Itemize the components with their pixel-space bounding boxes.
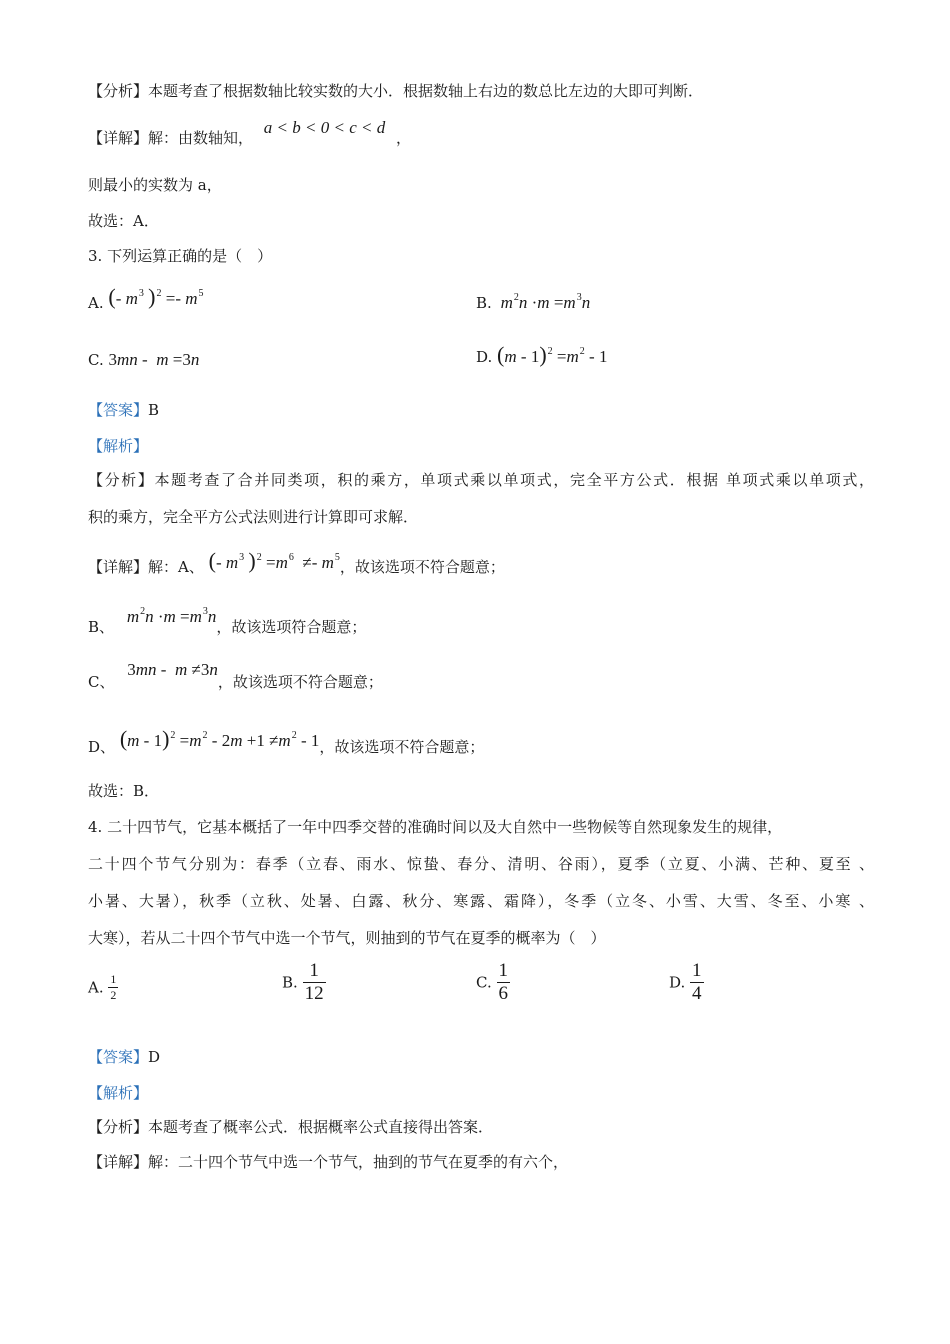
option-label: D. <box>669 973 686 992</box>
detail-a-prefix: 【详解】解：A、 <box>88 558 204 576</box>
detail-prefix: 【详解】解：由数轴知， <box>88 129 254 147</box>
q4-option-a-fraction <box>108 972 118 1003</box>
option-label: C. <box>88 351 104 369</box>
q4-option-d <box>669 960 704 1005</box>
q4-stem-l3: 小暑、大暑），秋季（立秋、处暑、白露、秋分、寒露、霜降），冬季（立冬、小雪、大雪、冬至、小寒 、 <box>88 892 874 910</box>
fraction-numerator: 1 <box>498 960 508 981</box>
q3-stem: 3. 下列运算正确的是（ ） <box>88 247 273 265</box>
q3-choose: 故选：B． <box>88 782 160 800</box>
q3-option-a-formula: (- $m^3$ )$^2 =- m^5$ <box>108 284 204 309</box>
detail-b-suffix: ，故该选项符合题意； <box>216 618 367 636</box>
detail-suffix: ， <box>396 129 412 147</box>
q4-analysis: 【分析】本题考查了概率公式．根据概率公式直接得出答案． <box>88 1118 494 1136</box>
q3-option-d-formula: $(m - 1)^2 =m^2 - 1$ <box>497 342 608 367</box>
option-label: A. <box>88 294 104 312</box>
q3-option-b-formula: $m^2n \cdot m =m^3n$ <box>500 292 591 312</box>
answer-tag: 【答案】 <box>88 401 149 419</box>
option-label: B. <box>282 973 298 992</box>
fraction-denominator: 6 <box>498 983 508 1004</box>
detail-c-prefix: C、 <box>88 673 115 691</box>
analysis-text: 【分析】本题考查了根据数轴比较实数的大小．根据数轴上右边的数总比左边的大即可判断． <box>88 82 704 100</box>
detail-a-formula: (- $m^3$ )$^2 =m^6 \ne- m^5$ <box>208 548 340 573</box>
q4-stem-l4: 大寒），若从二十四个节气中选一个节气，则抽到的节气在夏季的概率为（ ） <box>88 929 606 947</box>
q4-stem-l2: 二十四个节气分别为：春季（立春、雨水、惊蛰、春分、清明、谷雨），夏季（立夏、小满、芒种、夏至 、 <box>88 855 874 873</box>
fraction-denominator: 12 <box>304 983 324 1004</box>
choose-text: 故选：A． <box>88 212 159 230</box>
option-label: B. <box>476 294 492 312</box>
answer-value: D <box>148 1048 161 1066</box>
detail-b-formula: $m^2n \cdot m =m^3n$ <box>126 606 217 626</box>
q3-detail-c <box>88 660 383 692</box>
q3-answer <box>88 400 159 420</box>
fraction-denominator: 4 <box>692 983 702 1004</box>
q4-option-b-fraction <box>303 960 326 1005</box>
option-label: A. <box>88 978 104 997</box>
detail-d-prefix: D、 <box>88 738 116 756</box>
detail-d-formula: $(m - 1)^2 =m^2 - 2m +1 \ne m^2 - 1$ <box>119 726 320 751</box>
q4-stem-l1: 4. 二十四节气，它基本概括了一年中四季交替的准确时间以及大自然中一些物候等自然现象发生的规律， <box>88 818 783 836</box>
q4-detail: 【详解】解：二十四个节气中选一个节气，抽到的节气在夏季的有六个， <box>88 1153 569 1171</box>
q3-option-d <box>476 342 607 368</box>
q3-detail-d <box>88 726 485 757</box>
fraction-denominator: 2 <box>110 988 117 1002</box>
q3-option-c <box>88 350 199 370</box>
smallest-text: 则最小的实数为 a， <box>88 176 222 194</box>
q4-jiexi: 【解析】 <box>88 1084 149 1102</box>
detail-d-suffix: ，故该选项不符合题意； <box>319 738 485 756</box>
detail-b-prefix: B、 <box>88 618 115 636</box>
q3-option-a <box>88 284 204 314</box>
fraction-numerator: 1 <box>110 972 117 986</box>
q3-detail-b <box>88 606 367 637</box>
q3-analysis-l2: 积的乘方，完全平方公式法则进行计算即可求解． <box>88 508 419 526</box>
q3-option-b <box>476 292 590 313</box>
detail-a-suffix: ，故该选项不符合题意； <box>339 558 505 576</box>
inequality-formula: a < b < 0 < c < d <box>263 118 386 137</box>
q4-option-c <box>476 960 510 1005</box>
q3-analysis-l1: 【分析】本题考查了合并同类项，积的乘方，单项式乘以单项式，完全平方公式．根据 单项式乘以单项式， <box>88 471 874 489</box>
q4-option-d-fraction <box>690 960 704 1005</box>
q4-answer <box>88 1047 160 1067</box>
answer-value: B <box>148 401 160 419</box>
detail-c-suffix: ，故该选项不符合题意； <box>217 673 383 691</box>
fraction-numerator: 1 <box>692 960 702 981</box>
answer-tag: 【答案】 <box>88 1048 149 1066</box>
q3-detail-a <box>88 548 505 577</box>
detail-line <box>88 118 412 148</box>
option-label: D. <box>476 348 493 366</box>
q4-option-c-fraction <box>497 960 511 1005</box>
option-label: C. <box>476 973 492 992</box>
detail-c-formula: 3mn - m ≠3n <box>127 660 218 679</box>
q4-option-b <box>282 960 326 1005</box>
fraction-numerator: 1 <box>303 960 326 983</box>
q3-jiexi: 【解析】 <box>88 437 149 455</box>
q4-option-a <box>88 972 118 1003</box>
q3-option-c-formula: 3mn - m =3n <box>108 350 200 369</box>
